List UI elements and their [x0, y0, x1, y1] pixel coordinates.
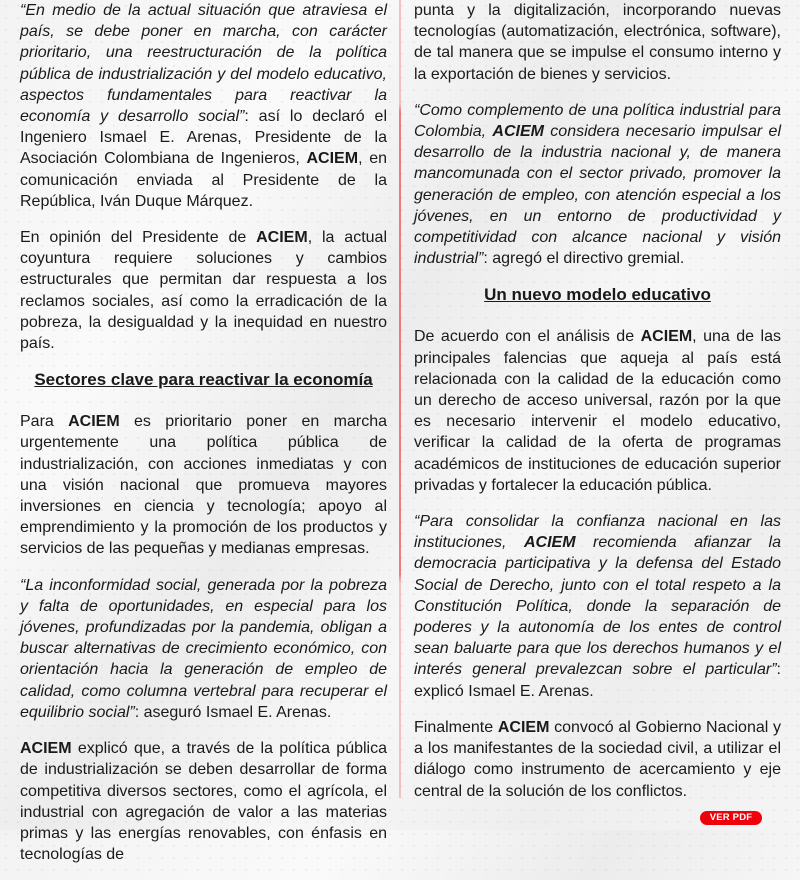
- inconformity-quote: “La inconformidad social, generada por la pobreza y falta de oportunidades, en especial para los jóvenes, profundizadas por la pandemia, obligan a buscar alternativas de crecimiento económico, con orientación hacia la generación de empleo de calidad, como columna vertebral para recuperar el equilibrio social”: [20, 576, 387, 721]
- analysis-paragraph: [414, 326, 781, 496]
- complement-quote-start: “Como complemento de una política industrial para Colombia,: [414, 101, 781, 141]
- opinion-text-end: , la actual coyuntura requiere soluciones y cambios estructurales que permitan dar respuesta a los reclamos sociales, así como la erradicación de la pobreza, la desigualdad y la inequidad en nuestro país.: [20, 229, 388, 353]
- closing-text-start: Finalmente: [414, 718, 498, 736]
- section-heading-economy: Sectores clave para reactivar la economía: [34, 370, 373, 390]
- intro-paragraph: [20, 0, 387, 212]
- column-divider: [399, 0, 401, 798]
- left-column: [20, 0, 387, 880]
- confidence-quote-end: recomienda afianzar la democracia participativa y la defensa del Estado Social de Derecho, junto con el total respeto a la Constitución Política, donde la separación de poderes y la autonomía de los entes de control sean baluarte para que los derechos humanos y el interés general prevalezcan sobre el particular”: [414, 534, 781, 679]
- confidence-quote-start: “Para consolidar la confianza nacional en las instituciones,: [414, 513, 781, 552]
- confidence-attribution: : explicó Ismael E. Arenas.: [414, 661, 781, 700]
- section-heading-education: Un nuevo modelo educativo: [484, 285, 711, 305]
- analysis-text-start: De acuerdo con el análisis de: [414, 328, 641, 346]
- opinion-paragraph: [20, 227, 387, 354]
- priority-text-start: Para: [20, 413, 69, 431]
- sectors-text: explicó que, a través de la política pública de industrialización se deben desarrollar de forma competitiva diversos sectores, como el agrícola, el industrial con agregación de valor a las materias primas y las energías renovables, con énfasis en tecnologías de: [20, 740, 387, 864]
- closing-paragraph: [414, 717, 781, 802]
- inconformity-quote-paragraph: [20, 575, 387, 723]
- intro-tail: , en comunicación enviada al Presidente de la República, Iván Duque Márquez.: [20, 150, 387, 210]
- technology-paragraph: [414, 0, 781, 85]
- brand-name: ACIEM: [492, 123, 544, 141]
- complement-attribution: : agregó el directivo gremial.: [483, 250, 685, 268]
- brand-name: ACIEM: [68, 413, 120, 431]
- brand-name: ACIEM: [523, 534, 576, 552]
- complement-quote-paragraph: [414, 100, 781, 270]
- closing-text-end: convocó al Gobierno Nacional y a los manifestantes de la sociedad civil, a utilizar el diálogo como instrumento de acercamiento y eje central de la solución de los conflictos.: [414, 718, 781, 800]
- priority-text-end: es prioritario poner en marcha urgentemente una política pública de industrialización, con acciones inmediatas y con una visión nacional que promueva mayores inversiones en ciencia y tecnología; apoyo al emprendimiento y la promoción de los productos y servicios de las pequeñas y medianas empresas.: [20, 413, 387, 558]
- priority-paragraph: [20, 411, 387, 559]
- brand-name: ACIEM: [640, 328, 693, 346]
- brand-name: ACIEM: [20, 740, 72, 758]
- brand-name: ACIEM: [306, 150, 359, 168]
- opinion-text-start: En opinión del Presidente de: [20, 229, 257, 247]
- inconformity-attribution: : aseguró Ismael E. Arenas.: [134, 703, 332, 721]
- brand-name: ACIEM: [497, 718, 550, 736]
- view-pdf-button[interactable]: VER PDF: [700, 811, 762, 825]
- brand-name: ACIEM: [256, 229, 308, 247]
- intro-attribution: : así lo declaró el Ingeniero Ismael E. Arenas, Presidente de la Asociación Colombiana de Ingenieros,: [20, 108, 387, 168]
- intro-quote: “En medio de la actual situación que atraviesa el país, se debe poner en marcha, con carácter prioritario, una reestructuración de la política pública de industrialización y del modelo educativo, aspectos fundamentales para reactivar la economía y desarrollo social”: [20, 2, 387, 126]
- right-column: [414, 0, 781, 817]
- confidence-quote-paragraph: [414, 511, 781, 702]
- technology-text: punta y la digitalización, incorporando nuevas tecnologías (automatización, electrónica, software), de tal manera que se impulse el consumo interno y la exportación de bienes y servicios.: [414, 2, 781, 83]
- sectors-paragraph: [20, 738, 387, 865]
- analysis-text-end: , una de las principales falencias que aqueja al país está relacionada con la calidad de la educación como un derecho de acceso universal, razón por la que es necesario intervenir el modelo educativo, verificar la calidad de la oferta de programas académicos de instituciones de educación superior privadas y fortalecer la educación pública.: [414, 328, 781, 494]
- complement-quote-end: considera necesario impulsar el desarrollo de la industria nacional y, de manera mancomunada con el sector privado, promover la generación de empleo, con atención especial a los jóvenes, en un entorno de productividad y competitividad con alcance nacional y visión industrial”: [414, 123, 781, 268]
